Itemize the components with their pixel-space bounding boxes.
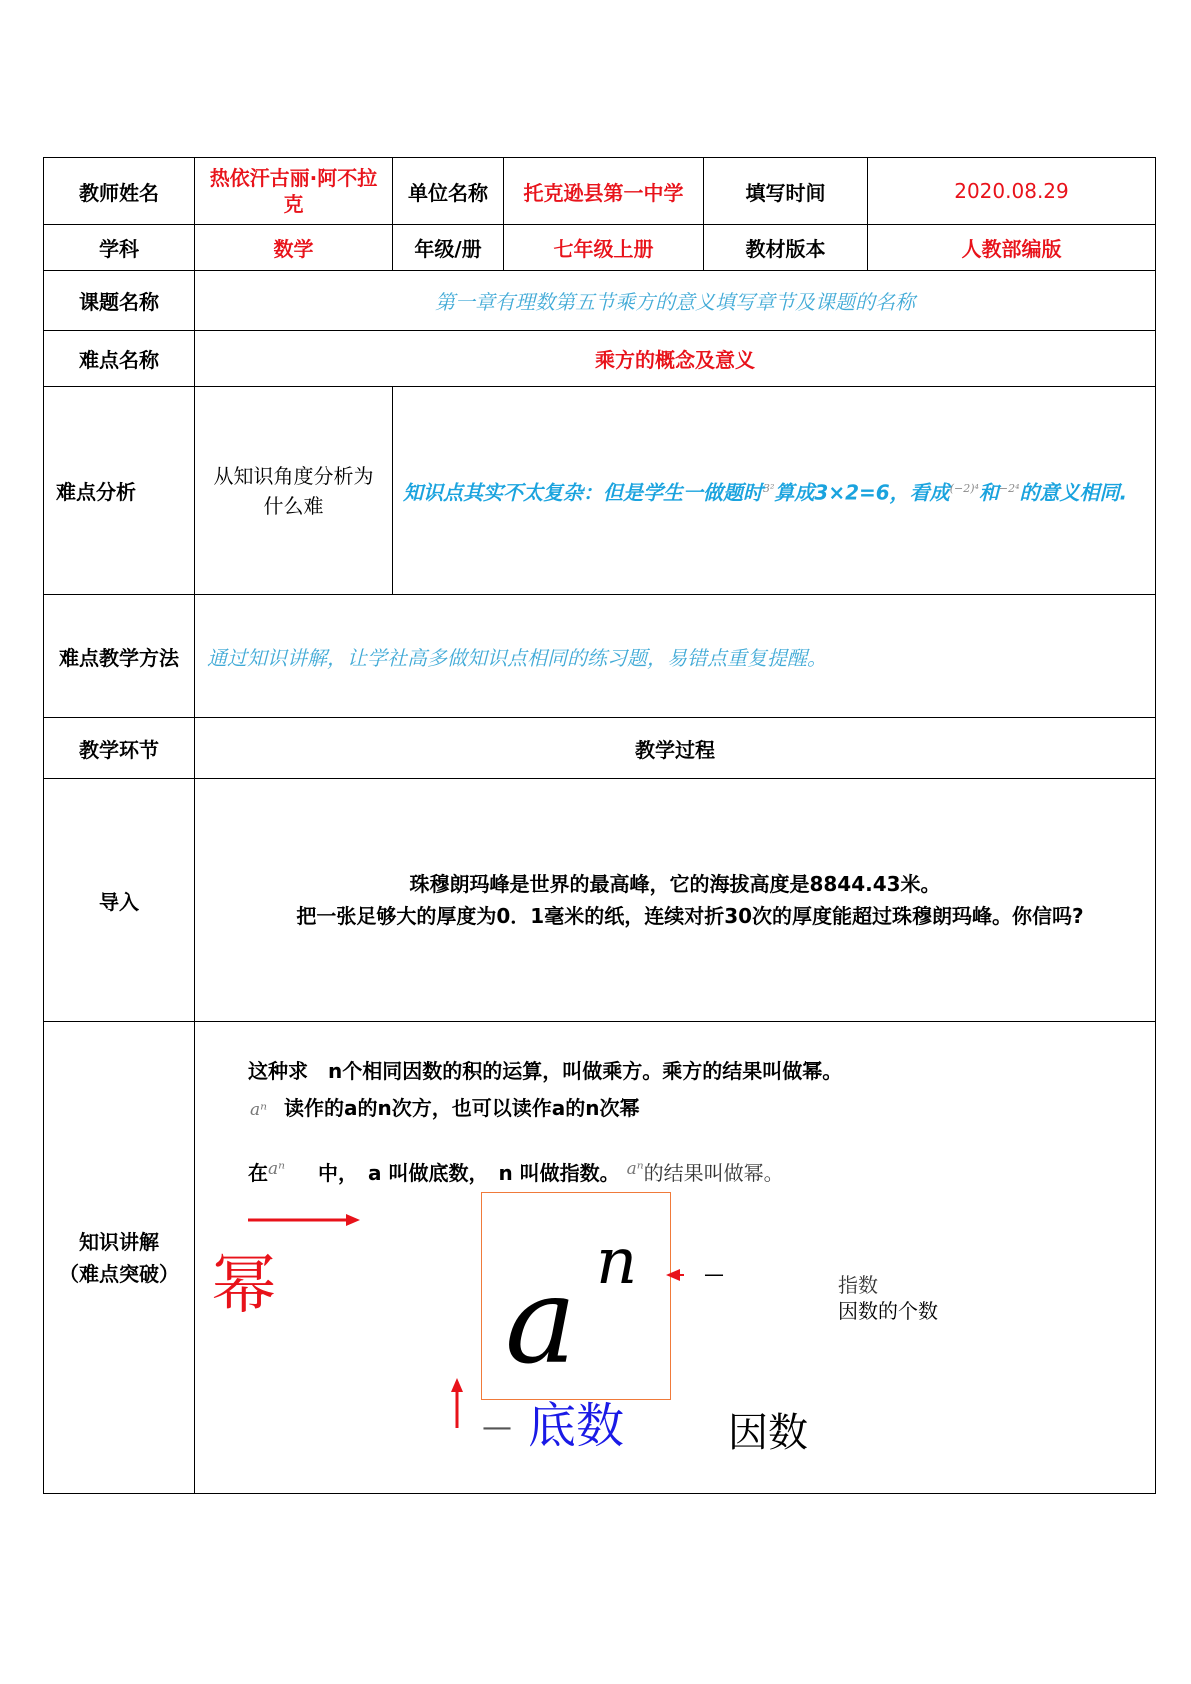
teacher-label: 教师姓名 [44,158,195,225]
right-arrow-icon [246,1212,362,1228]
unit-label: 单位名称 [393,158,504,225]
knowledge-label: 知识讲解 （难点突破） [44,1022,195,1494]
subject-label: 学科 [44,225,195,271]
topic-value: 第一章有理数第五节乘方的意义填写章节及课题的名称 [195,271,1156,331]
difficulty-label: 难点名称 [44,331,195,387]
analysis-sub-label: 从知识角度分析为什么难 [195,387,393,595]
base-label: 底数 [528,1398,625,1454]
up-arrow-icon [449,1378,465,1430]
date-label: 填写时间 [704,158,868,225]
subject-value: 数学 [195,225,393,271]
method-label: 难点教学方法 [44,595,195,718]
exponent-neg2-pow4: (−2)⁴ [949,481,979,495]
exponent-letter: n [596,1225,638,1299]
edition-label: 教材版本 [704,225,868,271]
date-value: 2020.08.29 [868,158,1156,225]
intro-label: 导入 [44,779,195,1022]
factor-label: 因数 [728,1410,808,1456]
exponent-3-squared: 3² [763,481,775,495]
analysis-label: 难点分析 [44,387,195,595]
unit-name: 托克逊县第一中学 [504,158,704,225]
base-dash: — [482,1410,512,1445]
grade-label: 年级/册 [393,225,504,271]
knowledge-line-2: aⁿ 读作的a的n次方，也可以读作a的n次幂 [250,1096,640,1120]
process-label: 教学环节 [44,718,195,779]
exponent-dash: — [704,1262,724,1286]
intro-content [195,779,1156,1022]
teacher-name: 热依汗古丽·阿不拉克 [195,158,393,225]
analysis-text: 知识点其实不太复杂：但是学生一做题时$^{3^2}$算成3×2=6，看成$^{(-2)^4}$和$^{-2^4}$的意义相同. [393,387,1156,595]
process-value: 教学过程 [195,718,1156,779]
knowledge-line-3: 在$^{a^n}$ 中， a 叫做底数， n 叫做指数。 $^{a^n}$的结果叫做幂。 [248,1159,784,1185]
knowledge-line-1: 这种求 n个相同因数的积的运算，叫做乘方。乘方的结果叫做幂。 [248,1059,843,1083]
topic-label: 课题名称 [44,271,195,331]
exponent-label: 指数 因数的个数 [838,1273,938,1323]
intro-line-2: 把一张足够大的厚度为0．1毫米的纸，连续对折30次的厚度能超过珠穆朗玛峰。你信吗? [296,904,1084,928]
edition-value: 人教部编版 [868,225,1156,271]
power-label: 幂 [212,1249,276,1323]
method-value: 通过知识讲解，让学社高多做知识点相同的练习题，易错点重复提醒。 [195,595,1156,718]
difficulty-value: 乘方的概念及意义 [195,331,1156,387]
base-letter: a [505,1252,577,1391]
left-arrow-icon [664,1268,686,1282]
intro-line-1: 珠穆朗玛峰是世界的最高峰，它的海拔高度是8844.43米。 [409,872,941,896]
a-n-symbol: aⁿ [250,1100,268,1120]
exponent-minus-2-pow4: −2⁴ [998,481,1020,495]
grade-value: 七年级上册 [504,225,704,271]
